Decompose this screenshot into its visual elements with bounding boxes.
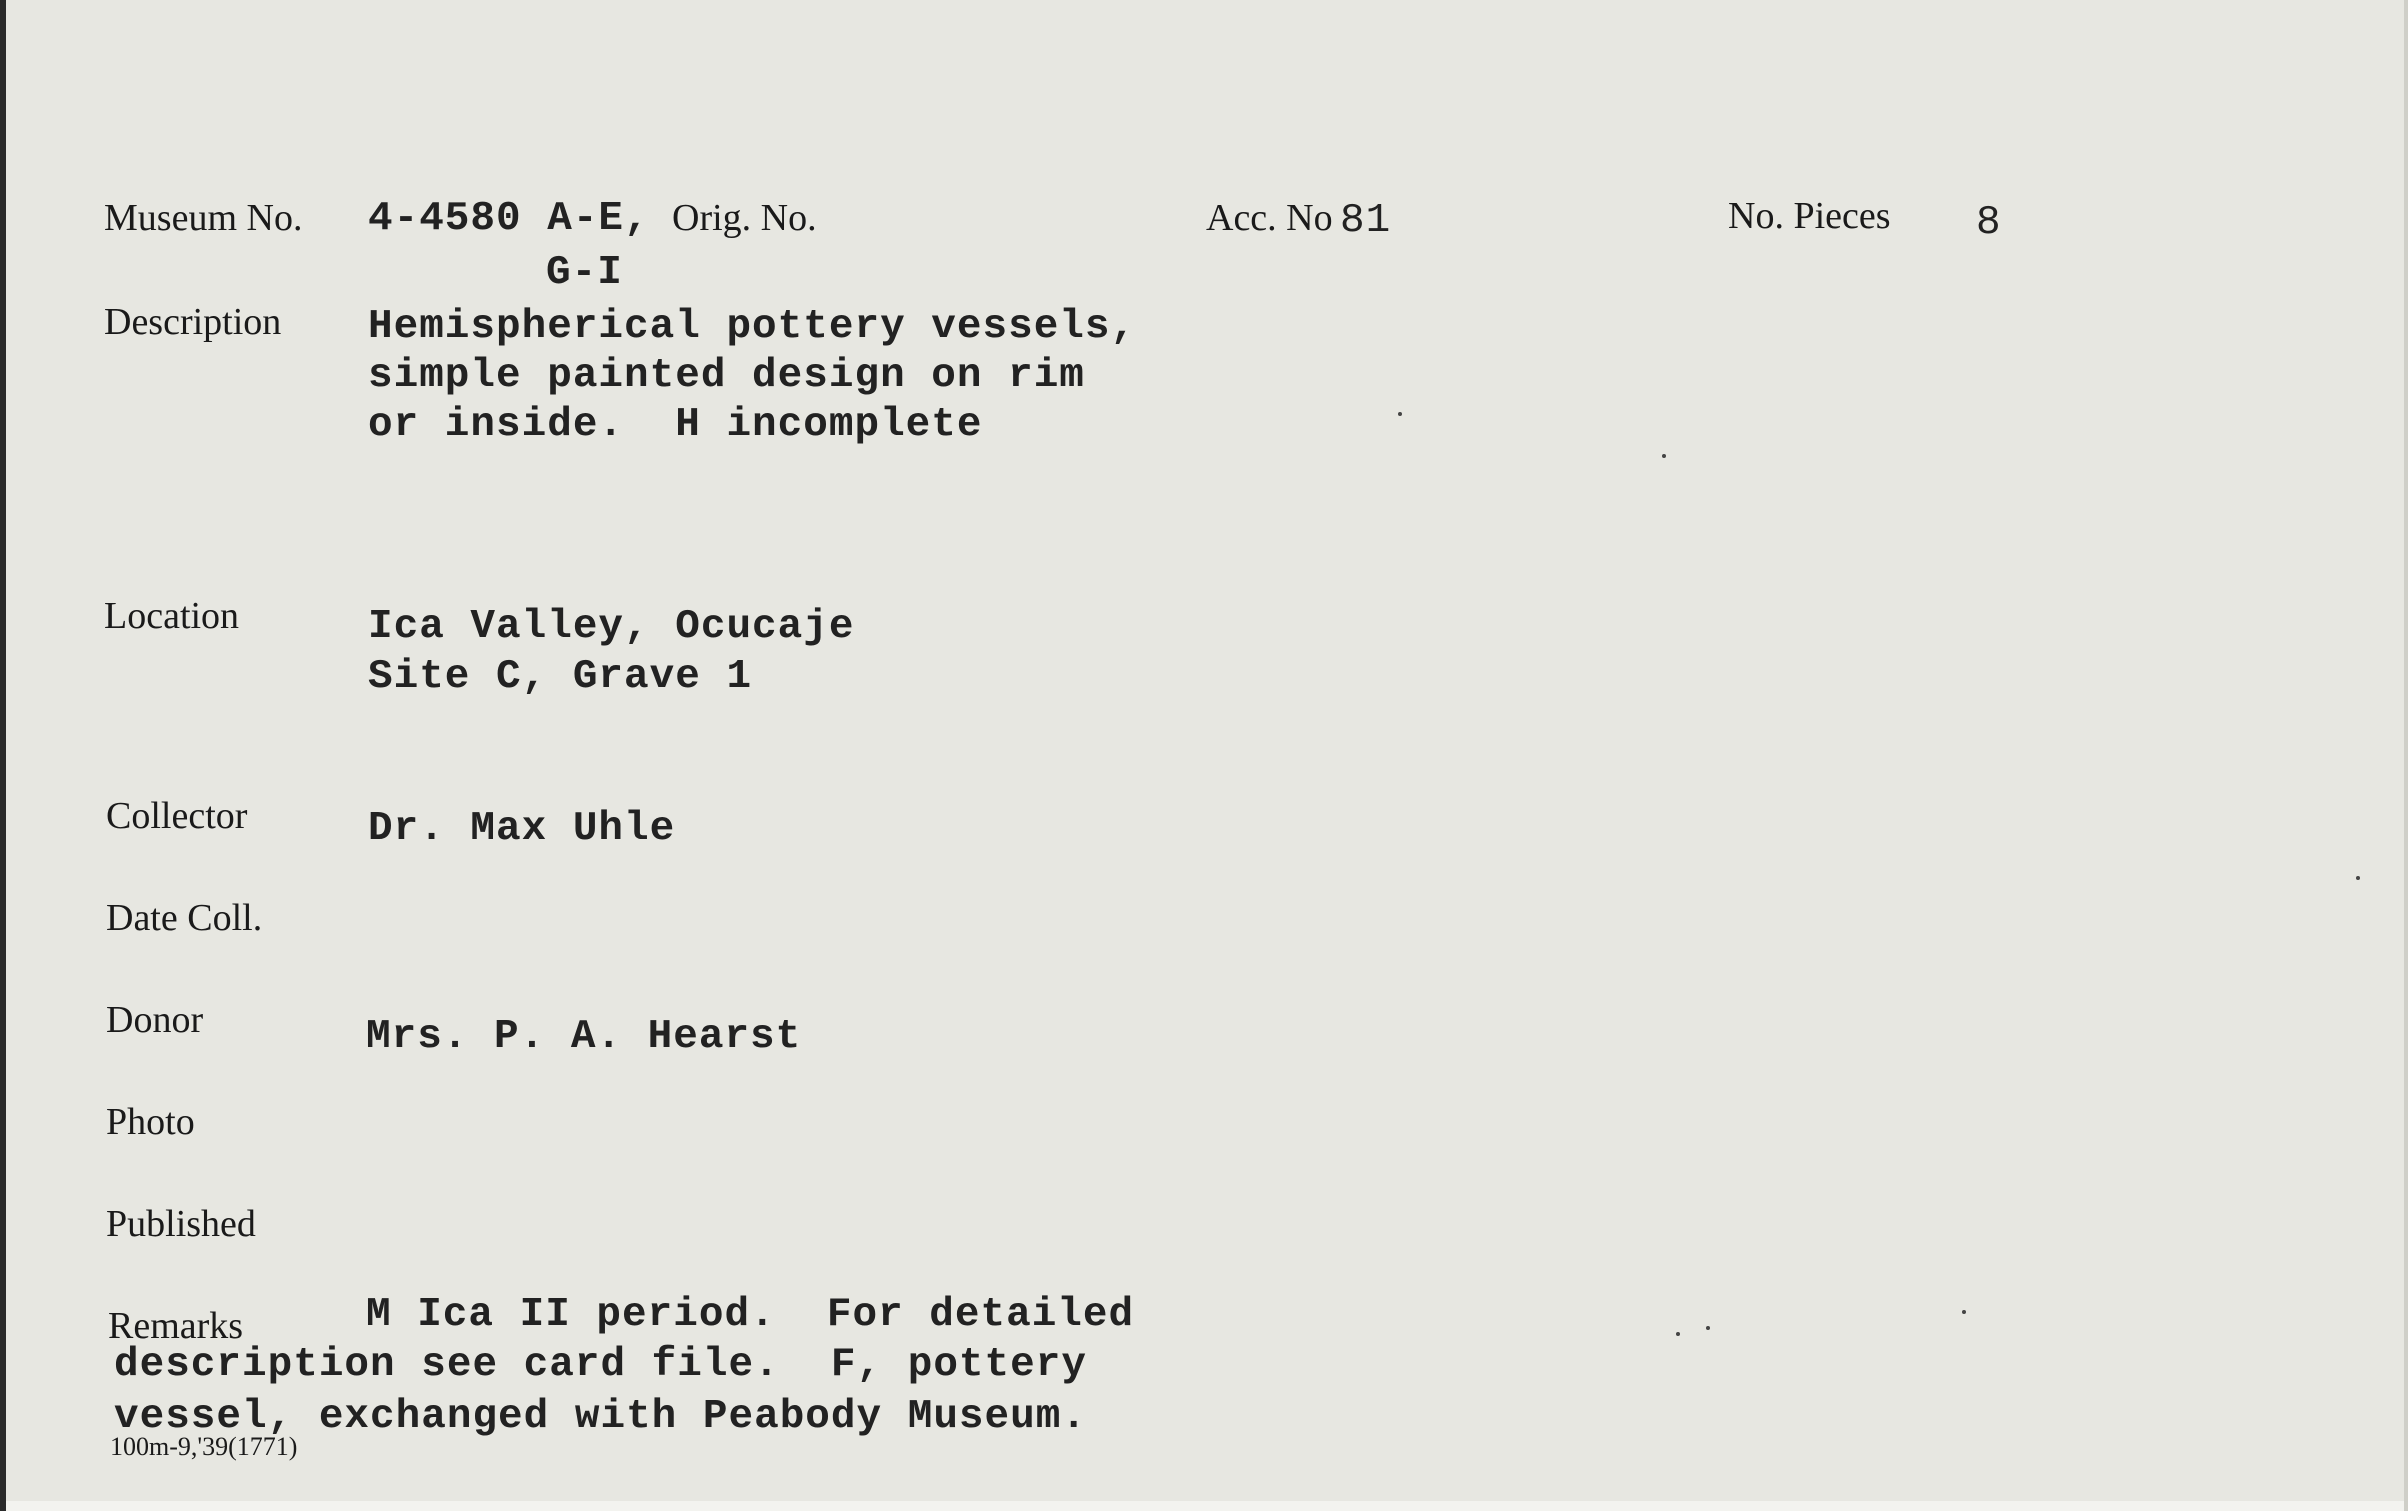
museum-no-value: 4-4580 A-E, <box>368 196 650 242</box>
no-pieces-value: 8 <box>1976 200 2002 246</box>
collector-label: Collector <box>106 795 248 837</box>
paper-speck <box>1662 454 1666 458</box>
acc-no-value: 81 <box>1340 198 1392 244</box>
remarks-line: vessel, exchanged with Peabody Museum. <box>114 1394 1087 1440</box>
paper-speck <box>1962 1310 1966 1314</box>
published-label: Published <box>106 1203 256 1245</box>
museum-no-label: Museum No. <box>104 197 303 239</box>
description-line: or inside. H incomplete <box>368 402 983 448</box>
location-line: Site C, Grave 1 <box>368 654 753 700</box>
description-line: simple painted design on rim <box>368 353 1085 399</box>
date-coll-label: Date Coll. <box>106 897 263 939</box>
description-line: Hemispherical pottery vessels, <box>368 304 1137 350</box>
paper-speck <box>1706 1326 1710 1330</box>
acc-no-label: Acc. No <box>1206 197 1333 239</box>
collector-value: Dr. Max Uhle <box>368 806 676 852</box>
description-label: Description <box>104 301 282 343</box>
orig-no-value: G-I <box>546 250 623 296</box>
no-pieces-label: No. Pieces <box>1728 195 1891 237</box>
photo-label: Photo <box>106 1101 195 1143</box>
location-label: Location <box>104 595 240 637</box>
remarks-line: M Ica II period. For detailed <box>366 1292 1135 1338</box>
paper-speck <box>1398 412 1402 416</box>
location-line: Ica Valley, Ocucaje <box>368 604 855 650</box>
remarks-label: Remarks <box>108 1305 244 1347</box>
remarks-line: description see card file. F, pottery <box>114 1342 1087 1388</box>
donor-label: Donor <box>106 999 204 1041</box>
donor-value: Mrs. P. A. Hearst <box>366 1014 802 1060</box>
paper-speck <box>2356 876 2360 880</box>
paper-speck <box>1676 1332 1680 1336</box>
orig-no-label: Orig. No. <box>672 197 817 239</box>
card-print-number: 100m-9,'39(1771) <box>110 1432 298 1461</box>
